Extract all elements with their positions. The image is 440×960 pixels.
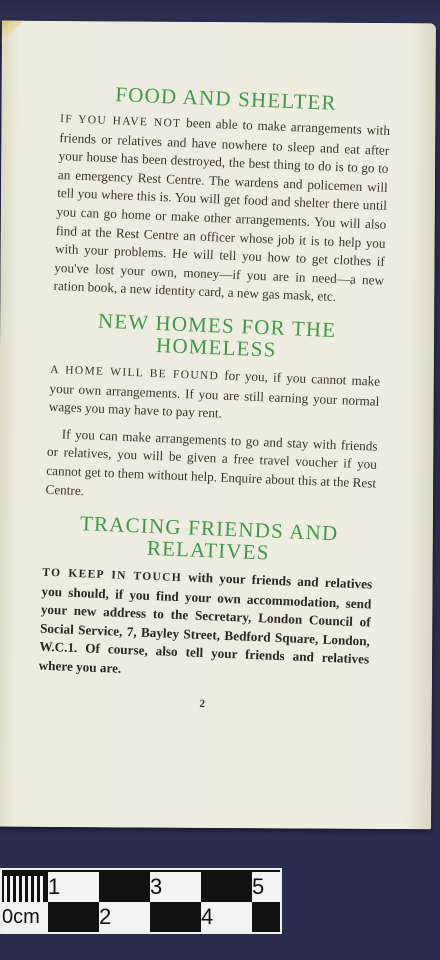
scale-label-0cm: 0cm bbox=[2, 902, 48, 932]
body-text: been able to make arrangements with friends or relatives and have nowhere to sleep and eat after your house has been destroyed, the best thing to do is to go to an emergency Rest Centre. The wardens and policemen will tell you where this is. You will get food and shelter there until you can go home or make other arrangements. You will also find at the Rest Centre an officer whose job it is to help you with your problems. He will tell you how to get clothes if you've lost your own, money—if you are in need—a new ration book, a new identity card, a new gas mask, etc. bbox=[53, 114, 391, 305]
page-corner bbox=[2, 21, 28, 43]
heading-food-and-shelter: FOOD AND SHELTER bbox=[114, 82, 338, 115]
scale-row-top bbox=[2, 872, 280, 902]
lead-text: IF YOU HAVE NOT bbox=[59, 113, 182, 130]
scale-label-1: 1 bbox=[48, 872, 99, 902]
scale-block bbox=[48, 902, 99, 932]
scale-label-2: 2 bbox=[99, 902, 150, 932]
scale-block bbox=[201, 872, 252, 902]
page-content bbox=[37, 81, 391, 716]
heading-new-homes: NEW HOMES FOR THE HOMELESS bbox=[97, 308, 337, 362]
scale-block bbox=[99, 872, 150, 902]
heading-tracing-friends: TRACING FRIENDS AND RELATIVES bbox=[79, 511, 339, 565]
scale-label-4: 4 bbox=[201, 902, 252, 932]
paragraph-food-and-shelter bbox=[53, 109, 390, 309]
booklet-page bbox=[0, 21, 436, 830]
paragraph-new-homes bbox=[48, 360, 380, 430]
scale-block bbox=[150, 902, 201, 932]
scale-label-5: 5 bbox=[252, 872, 280, 902]
lead-text: A HOME WILL BE FOUND bbox=[50, 363, 220, 383]
scale-ticks bbox=[4, 876, 44, 902]
scale-bar bbox=[0, 868, 282, 934]
scale-label-3: 3 bbox=[150, 872, 201, 902]
lead-text: TO KEEP IN TOUCH bbox=[42, 566, 183, 585]
page-number: 2 bbox=[199, 697, 206, 710]
scale-block bbox=[252, 902, 280, 932]
scale-row-bottom bbox=[2, 902, 280, 932]
body-text: with your friends and relatives you should, if you find your own accommodation, send your new address to the Secretary, London Council of Social Service, 7, Bayley Street, Bedford Square, London, W.C.1. Of course, also tell your friends and relatives where you are. bbox=[38, 569, 373, 676]
body-text: for you, if you cannot make your own arrangements. If you are still earning your normal wages you may have to pay rent. bbox=[48, 367, 381, 421]
paragraph-travel-voucher: If you can make arrangements to go and stay with friends or relatives, you will be given a free travel voucher if you cannot get to them without help. Enquire about this at the Rest Centre. bbox=[45, 426, 378, 498]
paragraph-tracing-friends bbox=[38, 563, 372, 688]
